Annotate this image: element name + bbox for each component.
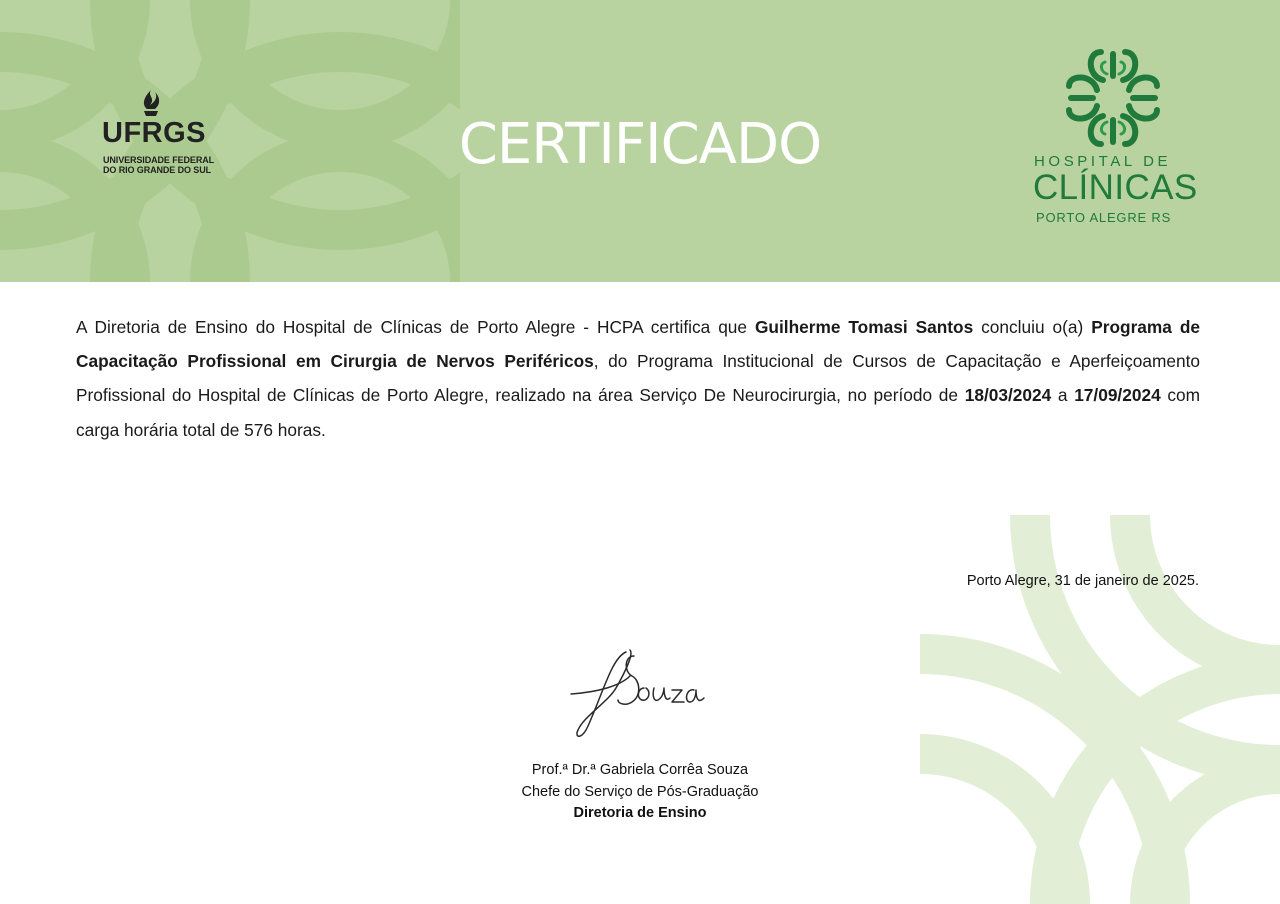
ufrgs-subtitle-line2: DO RIO GRANDE DO SUL [103,164,212,175]
flame-icon [136,88,166,120]
hcpa-logo [1030,46,1205,236]
program-name: Programa de Capacitação Profissional em Cirurgia de Nervos Periféricos [76,317,1200,372]
signer-department: Diretoria de Ensino [573,805,707,821]
ufrgs-subtitle-line1: UNIVERSIDADE FEDERAL [103,155,215,165]
certificate-body [76,310,1200,447]
issue-date: Porto Alegre, 31 de janeiro de 2025. [966,573,1199,589]
header-arc-decoration [0,0,460,282]
start-date: 18/03/2024 [964,385,1052,406]
hcpa-line2: CLÍNICAS [1033,168,1198,207]
ufrgs-logo [100,88,215,180]
workload-text: com carga horária total de 576 horas. [76,385,1201,440]
student-name: Guilherme Tomasi Santos [754,317,974,337]
certificate-title: CERTIFICADO [458,112,822,177]
signer-name: Prof.ª Dr.ª Gabriela Corrêa Souza [531,762,749,778]
concluded-text: concluiu o(a) [973,317,1092,337]
intro-text: A Diretoria de Ensino do Hospital de Clínicas de Porto Alegre - HCPA certifica que [76,317,755,337]
end-date: 17/09/2024 [1074,385,1161,406]
institutional-text: , do Programa Institucional de Cursos de Capacitação e Aperfeiçoamento Profissional do Hospital de Clínicas de Porto Alegre, realizado na área Serviço De Neurocirurgia, no período de [76,351,1200,406]
hcpa-line3: PORTO ALEGRE RS [1036,210,1172,225]
signer-block [440,760,840,825]
between-dates-text: a [1051,385,1075,406]
ufrgs-name: UFRGS [102,117,206,149]
handwritten-signature [568,646,708,742]
signer-role: Chefe do Serviço de Pós-Graduação [521,783,759,800]
hcpa-emblem-icon [1063,46,1163,150]
certificate-header [0,0,1280,282]
hcpa-line1: HOSPITAL DE [1034,153,1172,170]
ufrgs-subtitle [103,156,215,175]
